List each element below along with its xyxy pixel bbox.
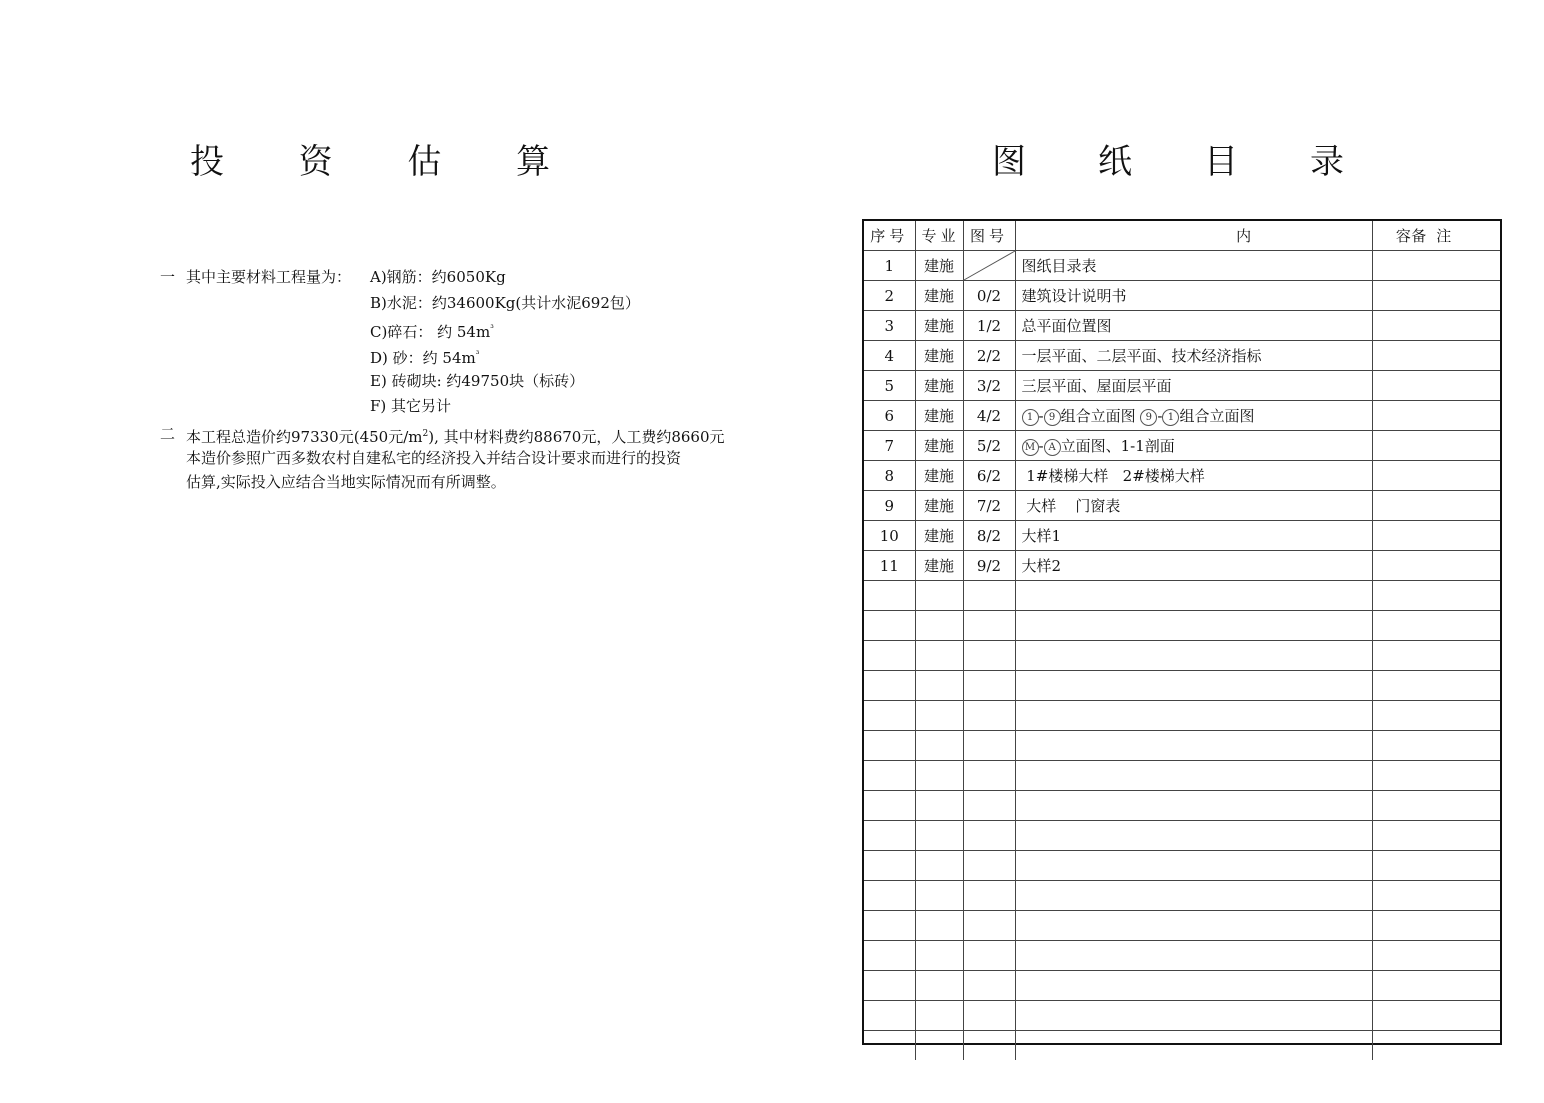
cell-remark: [1372, 521, 1500, 551]
table-row-empty: [864, 701, 1500, 731]
cell-seq: 11: [864, 551, 915, 581]
table-row-empty: [864, 821, 1500, 851]
estimate-title: [190, 140, 550, 184]
estimate-item-2: [160, 422, 760, 446]
estimate-material-row: [160, 290, 760, 316]
note-text: 本造价参照广西多数农村自建私宅的经济投入并结合设计要求而进行的投资: [186, 449, 682, 467]
diagonal-slash-icon: [964, 251, 1015, 280]
axis-1-icon: 1: [1022, 409, 1039, 426]
header-remark: 备注: [1372, 221, 1500, 251]
table-row-empty: [864, 911, 1500, 941]
axis-m-icon: M: [1022, 439, 1039, 456]
estimate-material-row: [160, 316, 760, 342]
catalog-title: [992, 140, 1344, 184]
cell-content: 大样1: [1015, 521, 1372, 551]
table-row-empty: [864, 851, 1500, 881]
cell-remark: [1372, 461, 1500, 491]
table-row-empty: [864, 641, 1500, 671]
cell-remark: [1372, 491, 1500, 521]
header-content: 内 容: [1015, 221, 1372, 251]
cell-discipline: 建施: [915, 371, 963, 401]
estimate-note-row: [160, 446, 760, 470]
cell-seq: 6: [864, 401, 915, 431]
cell-discipline: 建施: [915, 341, 963, 371]
table-row-empty: [864, 881, 1500, 911]
estimate-material-row: [160, 342, 760, 368]
cell-content: 1 - 9 组合立面图 9 - 1 组合立面图: [1015, 401, 1372, 431]
cell-discipline: 建施: [915, 251, 963, 281]
table-row: [864, 461, 1500, 491]
cell-drawing-no: 5/2: [963, 431, 1015, 461]
cell-drawing-no-empty: [963, 251, 1015, 281]
cell-discipline: 建施: [915, 521, 963, 551]
cell-drawing-no: 0/2: [963, 281, 1015, 311]
cell-content: 大样2: [1015, 551, 1372, 581]
cell-seq: 5: [864, 371, 915, 401]
cell-drawing-no: 2/2: [963, 341, 1015, 371]
cell-content: M - A 立面图、1-1剖面: [1015, 431, 1372, 461]
cell-remark: [1372, 371, 1500, 401]
cell-discipline: 建施: [915, 461, 963, 491]
cell-content: 1#楼梯大样 2#楼梯大样: [1015, 461, 1372, 491]
cell-seq: 7: [864, 431, 915, 461]
cell-drawing-no: 9/2: [963, 551, 1015, 581]
table-row: [864, 521, 1500, 551]
cell-drawing-no: 3/2: [963, 371, 1015, 401]
table-row: [864, 311, 1500, 341]
header-seq: 序号: [864, 221, 915, 251]
estimate-body: [160, 264, 760, 494]
square-mark: 2: [422, 429, 429, 439]
estimate-title-char: 资: [298, 142, 333, 182]
material-line: F) 其它另计: [370, 397, 452, 415]
table-row-empty: [864, 761, 1500, 791]
item-lead-text: 其中主要材料工程量为：: [186, 268, 352, 286]
cell-drawing-no: 4/2: [963, 401, 1015, 431]
estimate-material-row: [160, 368, 760, 394]
cell-discipline: 建施: [915, 491, 963, 521]
table-header-row: [864, 221, 1500, 251]
cell-discipline: 建施: [915, 431, 963, 461]
cell-remark: [1372, 341, 1500, 371]
material-line: A)钢筋：约6050Kg: [370, 268, 506, 286]
cell-drawing-no: 6/2: [963, 461, 1015, 491]
estimate-material-row: [160, 394, 760, 418]
table-row: [864, 281, 1500, 311]
catalog-title-char: 录: [1310, 142, 1344, 182]
cell-discipline: 建施: [915, 281, 963, 311]
table-row: [864, 401, 1500, 431]
cell-remark: [1372, 401, 1500, 431]
table-row: [864, 371, 1500, 401]
material-line: E) 砖砌块: 约49750块（标砖）: [370, 372, 585, 390]
table-row-empty: [864, 791, 1500, 821]
cubic-mark: ³: [490, 324, 494, 334]
axis-9-icon: 9: [1140, 409, 1157, 426]
cell-seq: 4: [864, 341, 915, 371]
cell-remark: [1372, 311, 1500, 341]
cell-drawing-no: 1/2: [963, 311, 1015, 341]
total-cost-text: 本工程总造价约97330元(450元$/m^2$), 其中材料费约88670元，人工费约8660元: [186, 428, 725, 446]
cell-seq: 9: [864, 491, 915, 521]
cell-seq: 1: [864, 251, 915, 281]
estimate-note-row: [160, 470, 760, 494]
table-row-empty: [864, 941, 1500, 971]
cell-remark: [1372, 281, 1500, 311]
table-row-empty: [864, 581, 1500, 611]
material-line: B)水泥：约34600Kg(共计水泥692包）: [370, 294, 640, 312]
cell-content: 大样 门窗表: [1015, 491, 1372, 521]
cell-seq: 8: [864, 461, 915, 491]
axis-a-icon: A: [1044, 439, 1061, 456]
cell-content: 总平面位置图: [1015, 311, 1372, 341]
item-number: 二: [160, 425, 176, 443]
table-row-empty: [864, 611, 1500, 641]
estimate-item-1: [160, 264, 760, 290]
catalog-title-char: 纸: [1098, 142, 1132, 182]
catalog-title-char: 目: [1204, 142, 1238, 182]
note-text: 估算,实际投入应结合当地实际情况而有所调整。: [186, 473, 506, 491]
table-row-empty: [864, 731, 1500, 761]
cell-remark: [1372, 551, 1500, 581]
header-discipline: 专业: [915, 221, 963, 251]
table-row: [864, 251, 1500, 281]
cell-remark: [1372, 431, 1500, 461]
cell-seq: 2: [864, 281, 915, 311]
cell-content: 三层平面、屋面层平面: [1015, 371, 1372, 401]
header-drawing-no: 图号: [963, 221, 1015, 251]
item-number: 一: [160, 268, 176, 286]
catalog-table: [862, 219, 1502, 1045]
table-row-empty: [864, 1031, 1500, 1061]
catalog-title-char: 图: [992, 142, 1026, 182]
material-line: C)碎石： 约 $54m^{^3}$: [370, 323, 494, 341]
estimate-title-char: 算: [515, 142, 550, 182]
cell-seq: 3: [864, 311, 915, 341]
cell-discipline: 建施: [915, 311, 963, 341]
table-row: [864, 341, 1500, 371]
table-row-empty: [864, 971, 1500, 1001]
table-row: [864, 491, 1500, 521]
table-row: [864, 551, 1500, 581]
cell-discipline: 建施: [915, 401, 963, 431]
estimate-title-char: 估: [407, 142, 442, 182]
cubic-mark: ³: [475, 350, 480, 360]
cell-drawing-no: 7/2: [963, 491, 1015, 521]
axis-1-icon: 1: [1162, 409, 1179, 426]
cell-content: 图纸目录表: [1015, 251, 1372, 281]
cell-remark: [1372, 251, 1500, 281]
cell-drawing-no: 8/2: [963, 521, 1015, 551]
material-line: D) 砂：约 $54m^{^3}$: [370, 349, 480, 367]
cell-content: 建筑设计说明书: [1015, 281, 1372, 311]
cell-seq: 10: [864, 521, 915, 551]
cell-discipline: 建施: [915, 551, 963, 581]
table-row-empty: [864, 1001, 1500, 1031]
table-row-empty: [864, 671, 1500, 701]
cell-content: 一层平面、二层平面、技术经济指标: [1015, 341, 1372, 371]
table-row: [864, 431, 1500, 461]
estimate-title-char: 投: [190, 142, 224, 182]
axis-9-icon: 9: [1044, 409, 1061, 426]
